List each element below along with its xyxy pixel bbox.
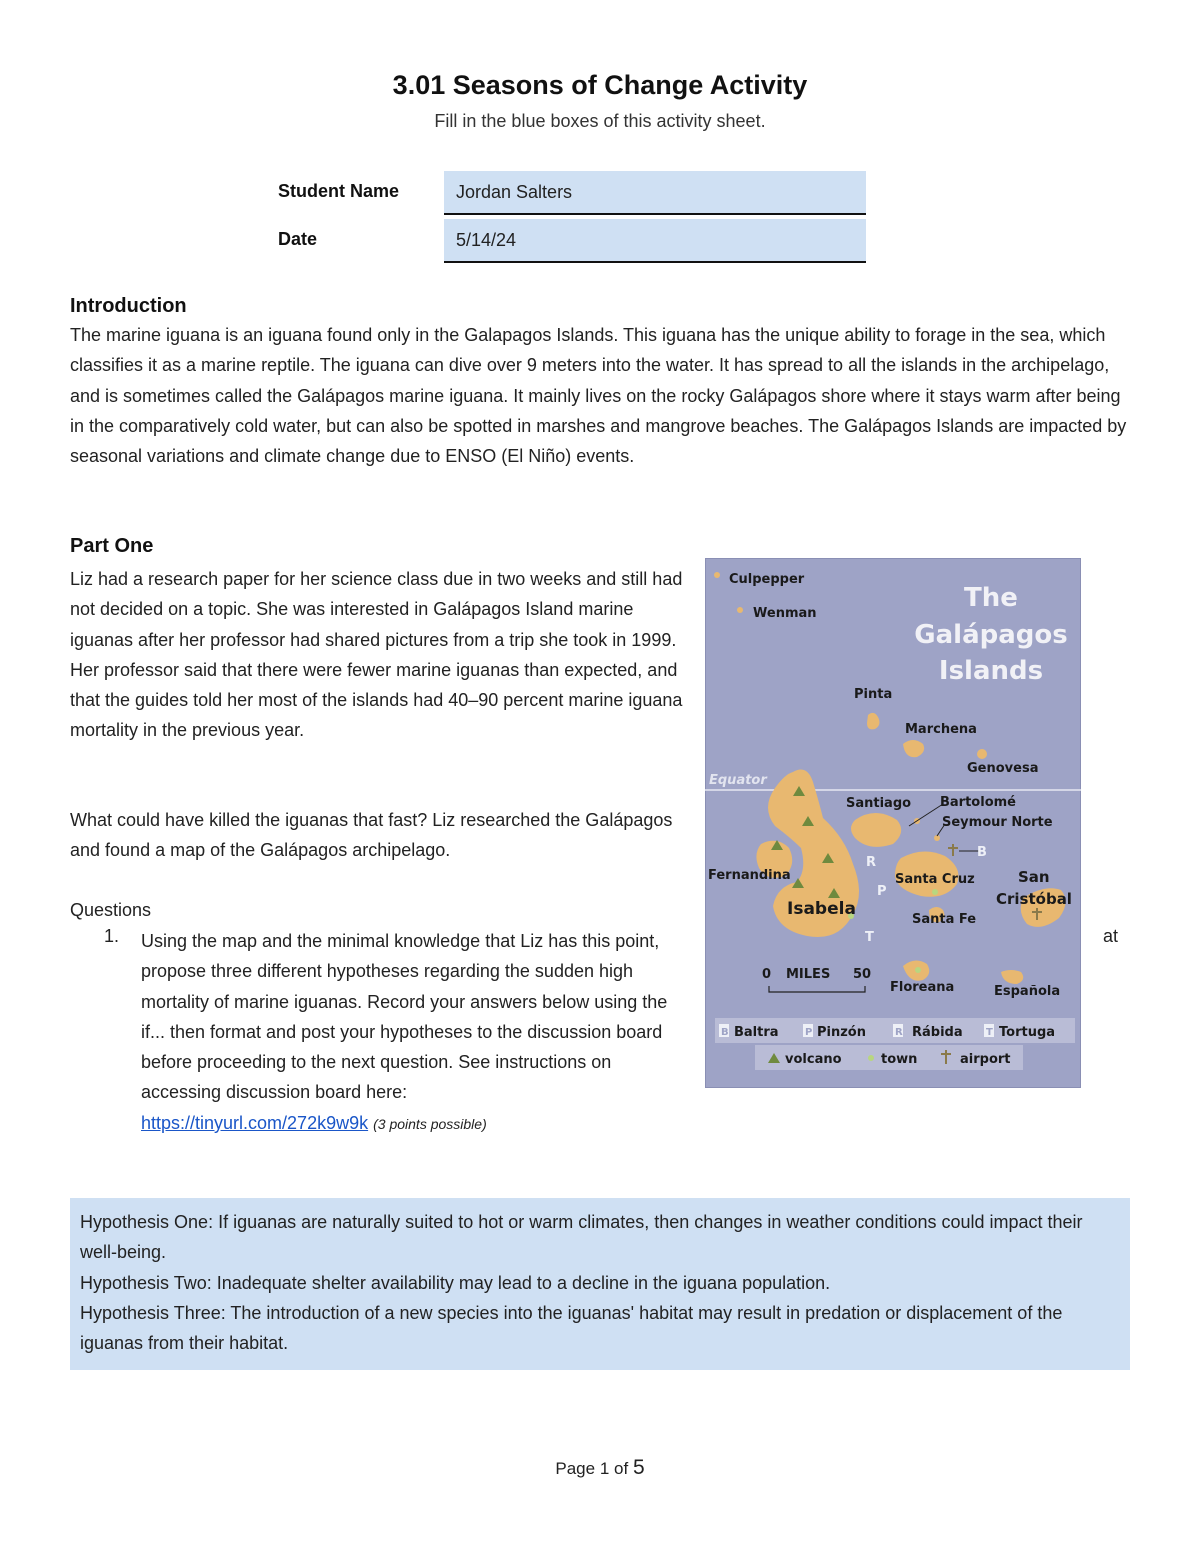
letter-rabida: R xyxy=(866,855,877,870)
label-floreana: Floreana xyxy=(890,980,955,995)
letter-baltra: B xyxy=(977,845,987,860)
page-footer xyxy=(0,1456,1200,1480)
introduction-text: The marine iguana is an iguana found only in the Galapagos Islands. This iguana has the unique ability to forage in the sea, which classifies it as a marine reptile. The iguana can dive over 9 meters into the water. It has spread to all the islands in the archipelago, and is sometimes called the Galápagos marine iguana. It mainly lives on the rocky Galápagos shore where it stays warm after being in the comparatively cold water, but can also be spotted in marshes and mangrove beaches. The Galápagos Islands are impacted by seasonal variations and climate change due to ENSO (El Niño) events. xyxy=(70,325,1127,467)
legend-letter-p: P xyxy=(805,1027,813,1038)
points-possible: (3 points possible) xyxy=(373,1115,487,1132)
map-title-line3: Islands xyxy=(938,656,1044,686)
introduction-heading: Introduction xyxy=(70,295,187,317)
question-1-text: Using the map and the minimal knowledge that Liz has this point, propose three different hypotheses regarding the sudden high mortality of marine iguanas. Record your answers below using the if... then format and post your hypotheses to the discussion board before proceeding to the next question. See instructions on accessing discussion board here: xyxy=(141,931,668,1103)
legend-volcano: volcano xyxy=(785,1052,842,1067)
page-subtitle: Fill in the blue boxes of this activity sheet. xyxy=(434,111,766,131)
legend-town-icon xyxy=(868,1055,874,1061)
letter-pinzon: P xyxy=(877,884,887,899)
legend-pinzon: Pinzón xyxy=(817,1025,866,1040)
hypotheses-answer-box[interactable] xyxy=(70,1198,1130,1370)
label-culpepper: Culpepper xyxy=(729,572,805,587)
label-seymour: Seymour Norte xyxy=(942,815,1053,830)
legend-airport: airport xyxy=(960,1052,1011,1067)
discussion-board-link[interactable]: https://tinyurl.com/272k9w9k xyxy=(141,1112,369,1133)
label-marchena: Marchena xyxy=(905,722,977,737)
student-name-field[interactable]: Jordan Salters xyxy=(444,171,866,215)
galapagos-map-svg xyxy=(705,558,1081,1088)
part-one-question: What could have killed the iguanas that fast? Liz researched the Galápagos and found a map of the Galápagos archipelago. xyxy=(70,810,673,861)
island-culpepper-shape xyxy=(714,572,720,578)
question-1 xyxy=(141,926,686,1139)
legend-rabida: Rábida xyxy=(912,1025,963,1040)
legend-letter-b: B xyxy=(721,1027,729,1038)
footer-total-pages: 5 xyxy=(632,1456,645,1479)
legend-letter-r: R xyxy=(895,1027,903,1038)
label-pinta: Pinta xyxy=(854,687,893,702)
question-number: 1. xyxy=(104,926,120,946)
label-santiago: Santiago xyxy=(846,796,912,811)
legend-letter-t: T xyxy=(986,1027,993,1038)
scale-miles: MILES xyxy=(786,967,831,982)
town-icon xyxy=(915,967,921,973)
questions-label: Questions xyxy=(70,900,152,920)
label-espanola: Española xyxy=(994,984,1061,999)
label-bartolome: Bartolomé xyxy=(940,795,1016,810)
legend-baltra: Baltra xyxy=(734,1025,779,1040)
legend-town: town xyxy=(881,1052,918,1067)
footer-page-word: Page xyxy=(555,1459,596,1478)
label-san-cristobal-2: Cristóbal xyxy=(996,890,1072,908)
legend-tortuga: Tortuga xyxy=(999,1025,1056,1040)
letter-tortuga: T xyxy=(865,930,874,945)
page-title: 3.01 Seasons of Change Activity xyxy=(392,70,808,100)
town-icon xyxy=(932,889,938,895)
galapagos-map xyxy=(705,558,1081,1088)
part-one-story: Liz had a research paper for her science class due in two weeks and still had not decided on a topic. She was interested in Galápagos Island marine iguanas after her professor had shared pictures from a trip she took in 1999. Her professor said that there were fewer marine iguanas than expected, and that the guides told her most of the islands had 40–90 percent marine iguana mortality in the previous year. xyxy=(70,569,683,741)
scale-fifty: 50 xyxy=(853,967,872,982)
label-genovesa: Genovesa xyxy=(967,761,1039,776)
label-santa-fe: Santa Fe xyxy=(912,912,977,927)
label-fernandina: Fernandina xyxy=(708,868,791,883)
label-san-cristobal-1: San xyxy=(1018,868,1050,886)
island-wenman-shape xyxy=(737,607,743,613)
scale-zero: 0 xyxy=(762,967,772,982)
hypothesis-two: Hypothesis Two: Inadequate shelter availability may lead to a decline in the iguana population. xyxy=(80,1272,831,1293)
label-isabela: Isabela xyxy=(787,899,856,919)
student-name-label: Student Name xyxy=(278,181,400,201)
part-one-heading: Part One xyxy=(70,535,154,557)
map-title-line1: The xyxy=(964,583,1018,613)
label-wenman: Wenman xyxy=(753,606,817,621)
footer-current-page: 1 xyxy=(599,1459,610,1478)
hypothesis-three: Hypothesis Three: The introduction of a new species into the iguanas' habitat may result in predation or displacement of the iguanas from their habitat. xyxy=(80,1302,1063,1354)
stray-text-at: at xyxy=(1103,926,1119,946)
map-title-line2: Galápagos xyxy=(914,620,1068,650)
hypothesis-one: Hypothesis One: If iguanas are naturally suited to hot or warm climates, then changes in weather conditions could impact their well-being. xyxy=(80,1212,1083,1263)
label-santa-cruz: Santa Cruz xyxy=(895,872,975,887)
date-field[interactable]: 5/14/24 xyxy=(444,219,866,263)
date-label: Date xyxy=(278,229,318,249)
island-genovesa-shape xyxy=(977,749,987,759)
equator-label: Equator xyxy=(709,773,767,788)
footer-of-word: of xyxy=(614,1459,629,1478)
